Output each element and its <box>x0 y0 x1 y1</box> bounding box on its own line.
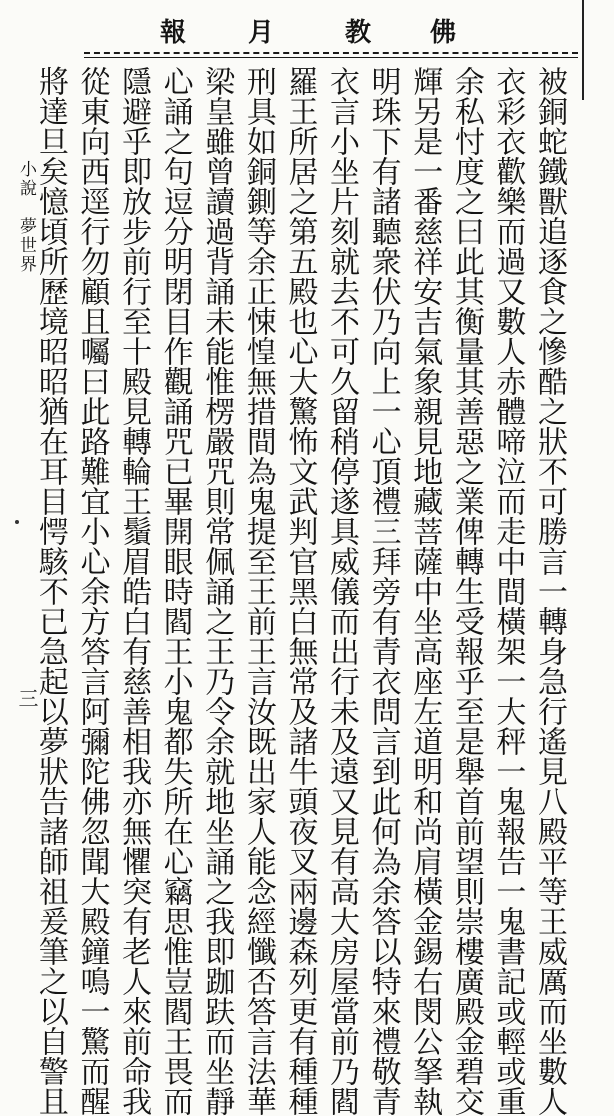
header-title-char: 教 <box>345 18 372 48</box>
text-column: 輝另是一番慈祥安吉氣象親見地藏菩薩中坐高座左道明和尚肩橫金錫右閔公拏執 <box>407 66 443 1116</box>
text-column: 梁皇雖曾讀過背誦未能惟楞嚴咒則常佩誦之王乃令余就地坐誦之我即跏趺而坐靜 <box>199 66 235 1116</box>
text-column: 隱避乎即放步前行至十殿見轉輪王鬚眉皓白有慈善相我亦無懼突有老人來前命我 <box>116 66 152 1116</box>
page-number: 三 <box>15 688 39 708</box>
text-column: 羅王所居之第五殿也心大驚怖文武判官黑白無常及諸牛頭夜叉兩邊森列更有種種 <box>282 66 318 1116</box>
page-edge-line <box>582 0 584 100</box>
text-column: 被銅蛇鐵獸追逐食之慘酷之狀不可勝言一轉身急行遙見八殿平等王威厲而坐數人 <box>532 66 567 1116</box>
text-column: 明珠下有諸聽衆伏乃向上一心頂禮三拜旁有青衣問言到此何為余答以特來禮敬青 <box>365 66 401 1116</box>
header-divider <box>84 57 578 58</box>
header-title-char: 報 <box>160 18 187 48</box>
header-title-char: 佛 <box>430 18 457 48</box>
text-column: 心誦之句逗分明閉目作觀誦咒已畢開眼時閻王小鬼都失所在心竊思惟豈閻王畏而 <box>157 66 193 1116</box>
header-divider <box>84 52 578 54</box>
text-column: 衣言小坐片刻就去不可久留稍停遂具威儀而出行未及遠又見有高大房屋當前乃閻 <box>324 66 360 1116</box>
text-column: 從東向西逕行勿顧且囑曰此路難宜小心余方答言阿彌陀佛忽聞大殿鐘鳴一驚而醒 <box>74 66 110 1116</box>
article-body <box>32 66 570 1116</box>
header-title-char: 月 <box>248 18 275 48</box>
text-column: 衣彩衣歡樂而過又數人赤體啼泣而走中間橫架一大秤一鬼報告一鬼書記或輕或重 <box>490 66 526 1116</box>
text-column: 刑具如銅鍘等余正悚惶無措間為鬼提至王前王言汝既出家人能念經懺否答言法華 <box>240 66 276 1116</box>
margin-mark <box>15 520 19 524</box>
text-column: 余私忖度之曰此其衡量其善惡之業俾轉生受報乎至是舉首前望則崇樓廣殿金碧交 <box>448 66 484 1116</box>
section-label: 小說 夢世界 <box>16 160 36 274</box>
text-column: 將達旦矣憶頃所歷境昭昭猶在耳目愕駭不已急起以夢狀告諸師祖爰筆之以自警且 <box>32 66 68 1116</box>
